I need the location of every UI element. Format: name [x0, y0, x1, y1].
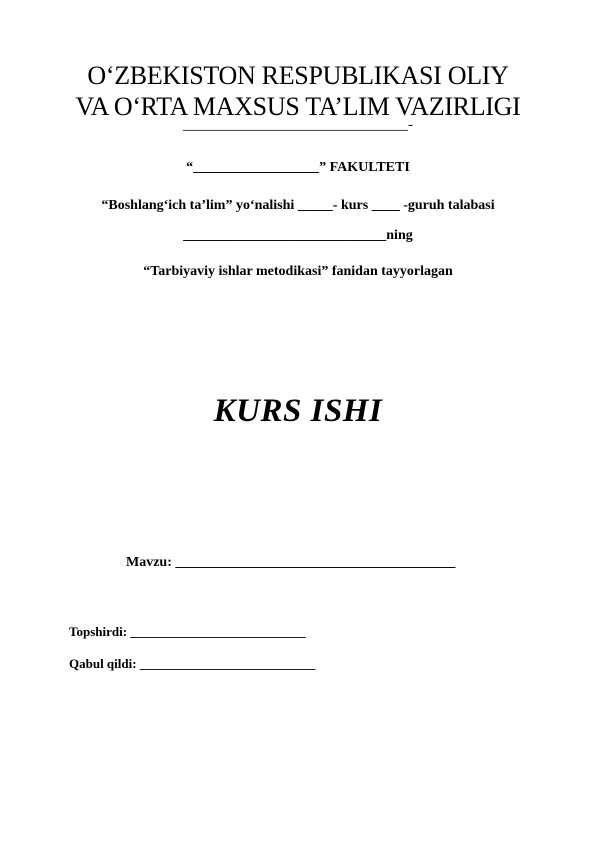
faculty-line: “__________________” FAKULTETI: [186, 160, 410, 175]
direction-course-group-line: “Boshlang‘ich ta’lim” yo‘nalishi _____- kurs ____ -guruh talabasi: [101, 198, 495, 213]
student-name-line: _____________________________ning: [183, 228, 413, 243]
accepted-by-field: Qabul qildi: ___________________________: [69, 656, 316, 671]
ministry-title-line2: VA O‘RTA MAXSUS TA’LIM VAZIRLIGI: [75, 92, 521, 121]
submitted-by-field: Topshirdi: ___________________________: [69, 624, 306, 639]
topic-line: Mavzu: ________________________________________: [126, 555, 456, 570]
document-title: KURS ISHI: [213, 393, 383, 429]
ministry-title-line1: O‘ZBEKISTON RESPUBLIKASI OLIY: [87, 61, 509, 90]
university-blank-line: ______________________________-: [183, 117, 413, 133]
subject-line: “Tarbiyaviy ishlar metodikasi” fanidan tayyorlagan: [143, 264, 453, 279]
